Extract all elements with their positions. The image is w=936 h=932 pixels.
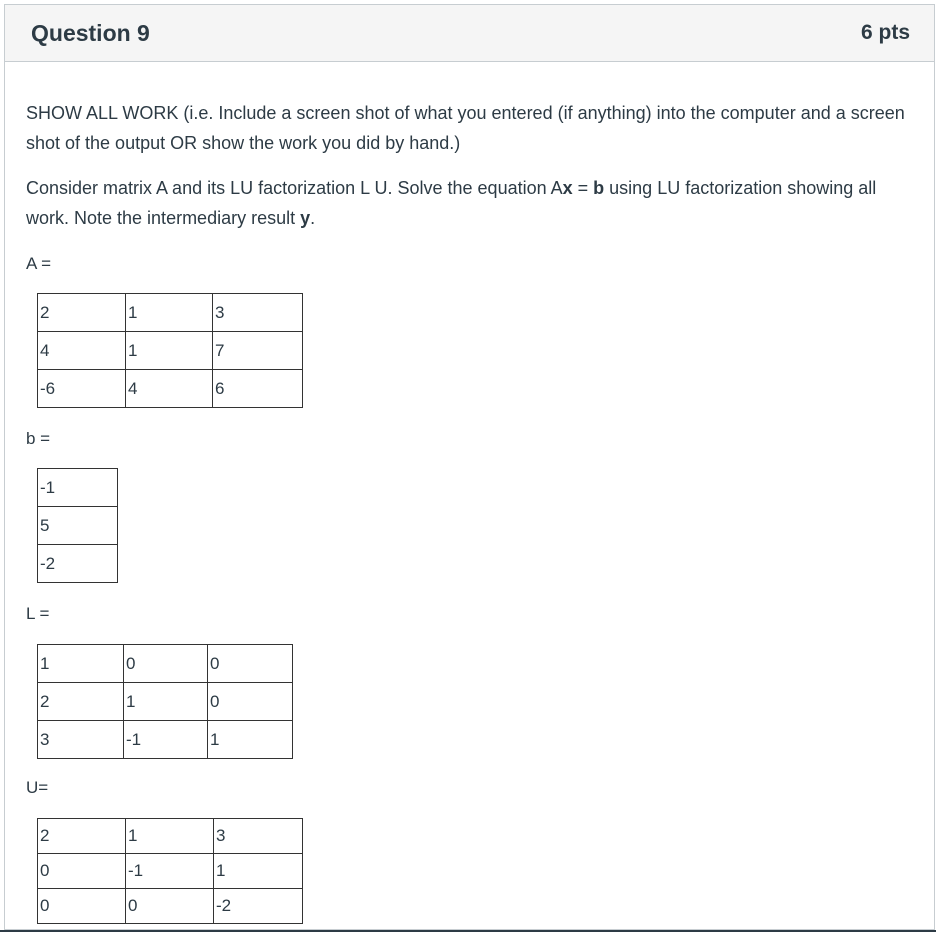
matrix-u-label: U= <box>26 778 49 797</box>
matrix-cell: -2 <box>214 889 303 924</box>
statement-part2: using LU factorization showing all work. Note the intermediary result <box>26 178 877 228</box>
question-header <box>5 5 934 62</box>
table-row <box>38 889 303 924</box>
matrix-cell: 6 <box>213 370 303 408</box>
matrix-l-label: L = <box>26 604 50 623</box>
matrix-cell: 1 <box>124 683 208 721</box>
table-row <box>38 819 303 854</box>
matrix-cell: 2 <box>38 683 124 721</box>
table-row <box>38 721 293 759</box>
statement-part1: Consider matrix A and its LU factorization L U. Solve the equation A <box>26 178 563 198</box>
matrix-cell: 0 <box>124 645 208 683</box>
matrix-cell: 4 <box>38 332 126 370</box>
problem-statement <box>26 173 906 233</box>
question-title: Question 9 <box>31 19 150 46</box>
matrix-cell: 1 <box>208 721 293 759</box>
statement-period: . <box>310 208 316 228</box>
matrix-l-table <box>37 644 293 759</box>
matrix-u-table <box>37 818 303 924</box>
statement-y: y <box>300 208 311 228</box>
matrix-a-table <box>37 293 303 408</box>
matrix-cell: 0 <box>208 683 293 721</box>
vector-b-table <box>37 468 118 583</box>
matrix-cell: 5 <box>38 507 118 545</box>
table-row <box>38 469 118 507</box>
matrix-cell: -1 <box>126 854 214 889</box>
matrix-cell: -2 <box>38 545 118 583</box>
matrix-cell: 1 <box>214 854 303 889</box>
matrix-cell: 1 <box>38 645 124 683</box>
matrix-a-label: A = <box>26 254 52 273</box>
matrix-cell: 3 <box>38 721 124 759</box>
matrix-cell: 1 <box>126 294 213 332</box>
table-row <box>38 332 303 370</box>
matrix-cell: -6 <box>38 370 126 408</box>
matrix-cell: 7 <box>213 332 303 370</box>
statement-b: b <box>593 178 605 198</box>
show-work-text: SHOW ALL WORK (i.e. Include a screen shot of what you entered (if anything) into the computer and a screen shot of the output OR show the work you did by hand.) <box>26 103 905 153</box>
table-row <box>38 294 303 332</box>
show-work-instructions <box>26 98 906 158</box>
matrix-cell: 0 <box>38 854 126 889</box>
matrix-cell: 3 <box>214 819 303 854</box>
matrix-cell: 2 <box>38 294 126 332</box>
table-row <box>38 370 303 408</box>
matrix-cell: 4 <box>126 370 213 408</box>
question-points: 6 pts <box>860 21 910 44</box>
statement-equals: = <box>572 178 594 198</box>
matrix-cell: -1 <box>38 469 118 507</box>
table-row <box>38 683 293 721</box>
matrix-cell: 1 <box>126 332 213 370</box>
matrix-cell: 0 <box>208 645 293 683</box>
matrix-cell: 0 <box>126 889 214 924</box>
matrix-cell: 1 <box>126 819 214 854</box>
table-row <box>38 645 293 683</box>
matrix-cell: -1 <box>124 721 208 759</box>
table-row <box>38 854 303 889</box>
table-row <box>38 545 118 583</box>
matrix-cell: 3 <box>213 294 303 332</box>
statement-x: x <box>562 178 573 198</box>
matrix-cell: 0 <box>38 889 126 924</box>
matrix-cell: 2 <box>38 819 126 854</box>
vector-b-label: b = <box>26 429 51 448</box>
table-row <box>38 507 118 545</box>
